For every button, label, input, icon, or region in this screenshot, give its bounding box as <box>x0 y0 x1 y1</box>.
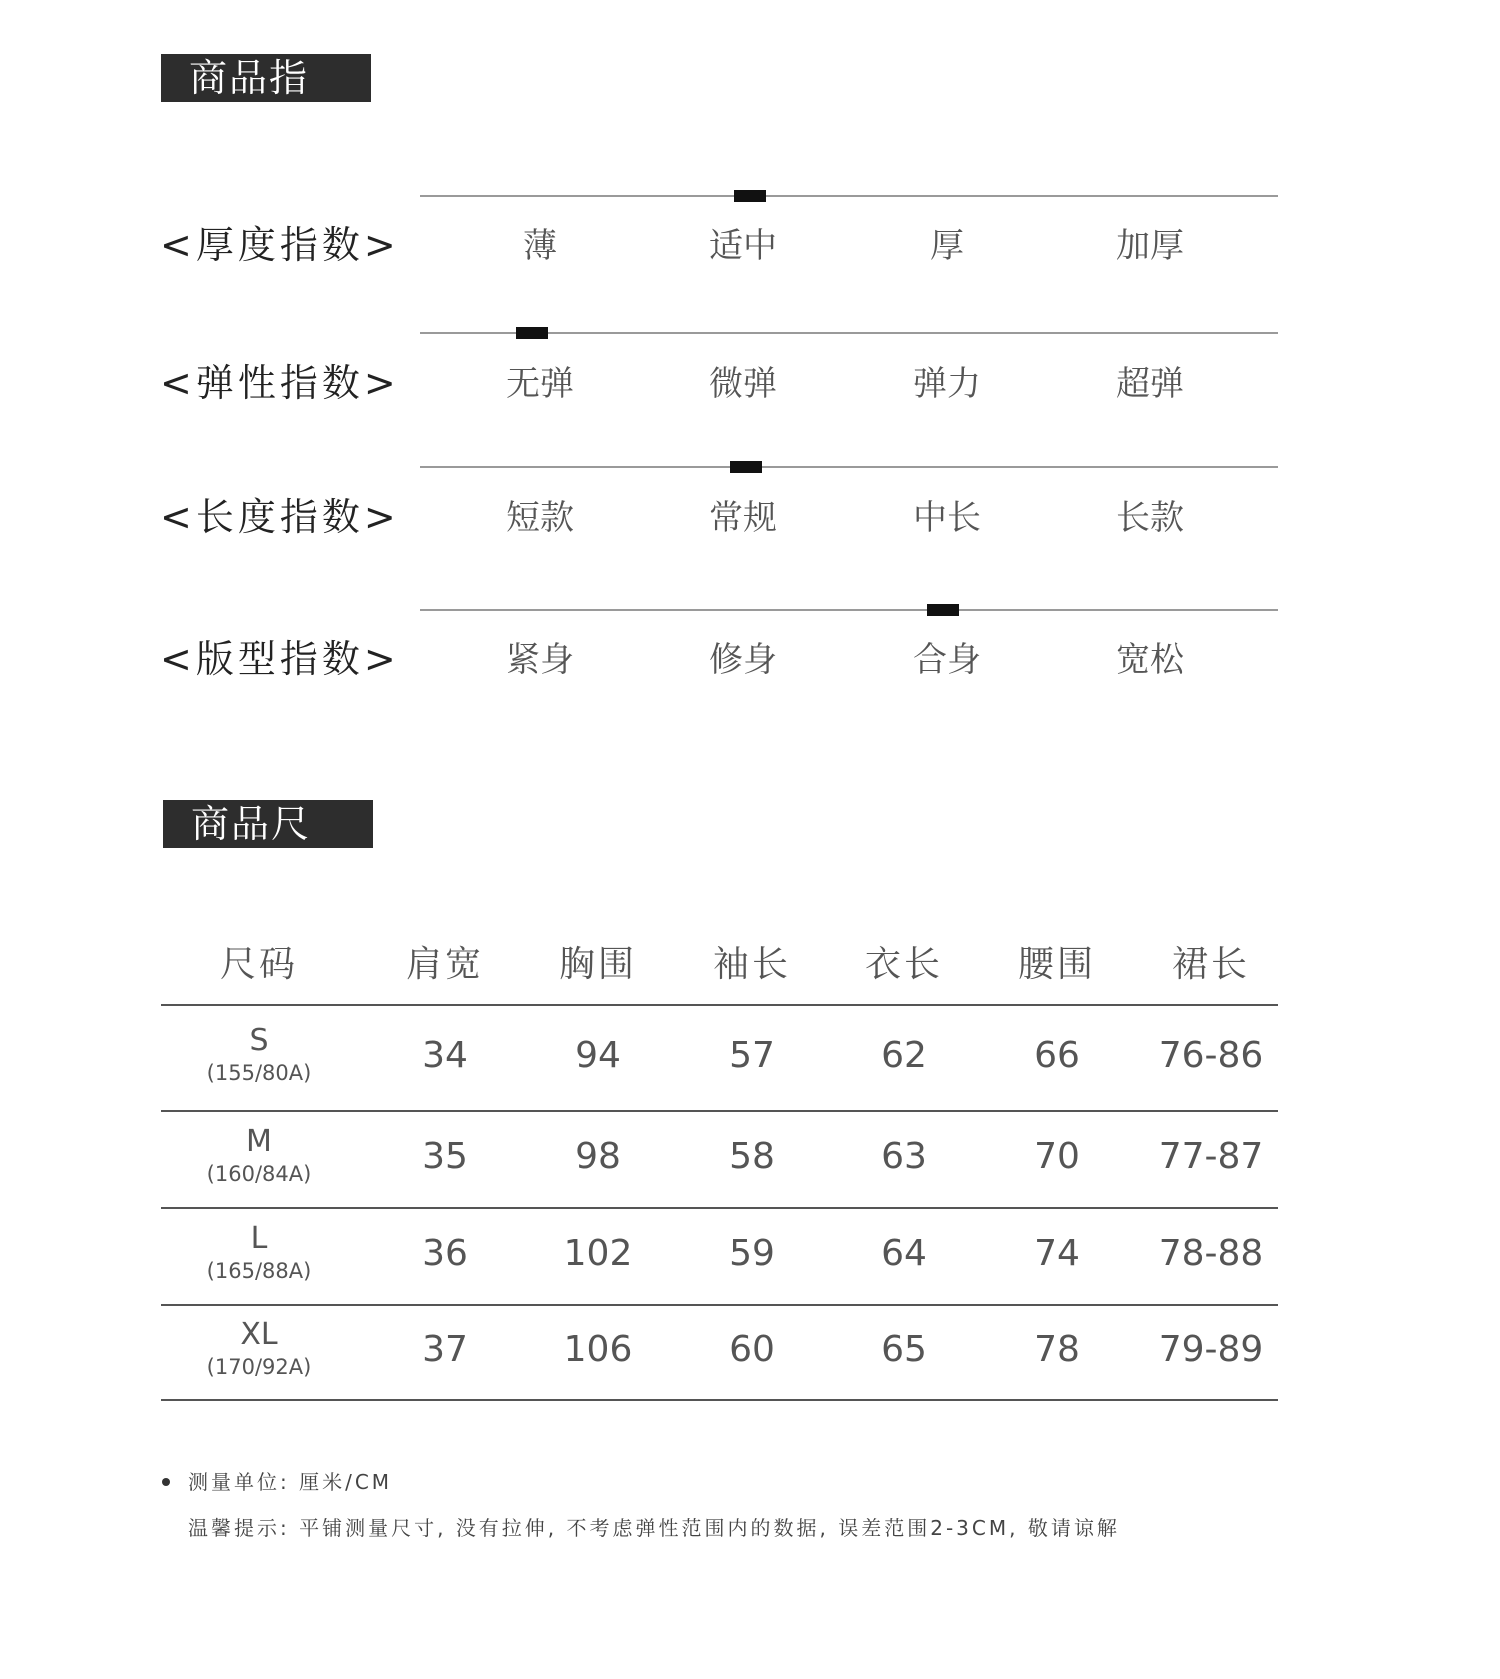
length-index-option: 常规 <box>709 498 777 538</box>
fit-index-option: 合身 <box>913 640 981 680</box>
length-index-scale-line <box>420 466 1278 468</box>
cell-sleeve-length: 60 <box>729 1329 775 1370</box>
thickness-index-scale-line <box>420 195 1278 197</box>
cell-shoulder-width: 34 <box>422 1035 468 1076</box>
section-header-product-size: 商品尺寸 <box>163 800 373 848</box>
table-rule <box>161 1110 1278 1112</box>
thickness-index-label: <厚度指数> <box>160 223 400 267</box>
table-rule <box>161 1207 1278 1209</box>
cell-garment-length: 64 <box>881 1233 927 1274</box>
cell-bust: 102 <box>563 1233 633 1274</box>
elasticity-index-scale-line <box>420 332 1278 334</box>
cell-sleeve-length: 58 <box>729 1136 775 1177</box>
thickness-index-option: 适中 <box>709 226 777 266</box>
size-spec: (170/92A) <box>206 1355 312 1379</box>
fit-index-option: 修身 <box>709 640 777 680</box>
size-spec: (155/80A) <box>206 1061 312 1085</box>
cell-waist: 74 <box>1034 1233 1080 1274</box>
header-skirt-length: 裙长 <box>1171 944 1250 985</box>
fit-index-marker <box>927 604 959 616</box>
cell-shoulder-width: 35 <box>422 1136 468 1177</box>
length-index-option: 短款 <box>506 498 574 538</box>
cell-shoulder-width: 37 <box>422 1329 468 1370</box>
fit-index-scale-line <box>420 609 1278 611</box>
table-rule <box>161 1304 1278 1306</box>
cell-shoulder-width: 36 <box>422 1233 468 1274</box>
elasticity-index-option: 超弹 <box>1116 364 1184 404</box>
header-bust: 胸围 <box>558 944 637 985</box>
cell-waist: 78 <box>1034 1329 1080 1370</box>
thickness-index-marker <box>734 190 766 202</box>
length-index-option: 中长 <box>913 498 981 538</box>
size-spec: (160/84A) <box>206 1162 312 1186</box>
section-header-product-index: 商品指数 <box>161 54 371 102</box>
elasticity-index-label: <弹性指数> <box>160 361 400 405</box>
cell-sleeve-length: 57 <box>729 1035 775 1076</box>
bullet-dot <box>162 1478 170 1486</box>
fit-index-option: 紧身 <box>506 640 574 680</box>
table-rule <box>161 1399 1278 1401</box>
header-shoulder-width: 肩宽 <box>405 944 484 985</box>
cell-garment-length: 63 <box>881 1136 927 1177</box>
elasticity-index-option: 弹力 <box>913 364 981 404</box>
size-table-header-row <box>161 930 1278 1006</box>
cell-garment-length: 62 <box>881 1035 927 1076</box>
size-spec: (165/88A) <box>206 1259 312 1283</box>
cell-skirt-length: 77-87 <box>1158 1136 1264 1177</box>
thickness-index-option: 厚 <box>930 226 964 266</box>
fit-index-option: 宽松 <box>1116 640 1184 680</box>
size-table <box>161 930 1278 1379</box>
cell-skirt-length: 76-86 <box>1158 1035 1264 1076</box>
size-label: M <box>246 1124 272 1159</box>
cell-garment-length: 65 <box>881 1329 927 1370</box>
length-index-label: <长度指数> <box>160 495 400 539</box>
elasticity-index-option: 微弹 <box>709 364 777 404</box>
header-waist: 腰围 <box>1017 944 1096 985</box>
elasticity-index-option: 无弹 <box>506 364 574 404</box>
length-index-option: 长款 <box>1116 498 1184 538</box>
cell-waist: 66 <box>1034 1035 1080 1076</box>
warm-tip-note: 温馨提示: 平铺测量尺寸, 没有拉伸, 不考虑弹性范围内的数据, 误差范围2-3CM, 敬请谅解 <box>188 1516 1120 1540</box>
fit-index-label: <版型指数> <box>160 637 400 681</box>
size-label: XL <box>240 1317 278 1352</box>
cell-bust: 106 <box>563 1329 633 1370</box>
cell-bust: 98 <box>575 1136 621 1177</box>
measurement-unit-note: 测量单位: 厘米/CM <box>188 1470 393 1494</box>
cell-skirt-length: 79-89 <box>1158 1329 1264 1370</box>
header-sleeve-length: 袖长 <box>712 944 791 985</box>
cell-sleeve-length: 59 <box>729 1233 775 1274</box>
header-garment-length: 衣长 <box>864 944 943 985</box>
cell-bust: 94 <box>575 1035 621 1076</box>
elasticity-index-marker <box>516 327 548 339</box>
size-label: S <box>249 1023 269 1058</box>
length-index-marker <box>730 461 762 473</box>
cell-waist: 70 <box>1034 1136 1080 1177</box>
size-label: L <box>250 1221 268 1256</box>
header-size: 尺码 <box>219 944 298 985</box>
table-rule <box>161 1004 1278 1006</box>
thickness-index-option: 薄 <box>523 226 557 266</box>
cell-skirt-length: 78-88 <box>1158 1233 1264 1274</box>
thickness-index-option: 加厚 <box>1116 226 1184 266</box>
